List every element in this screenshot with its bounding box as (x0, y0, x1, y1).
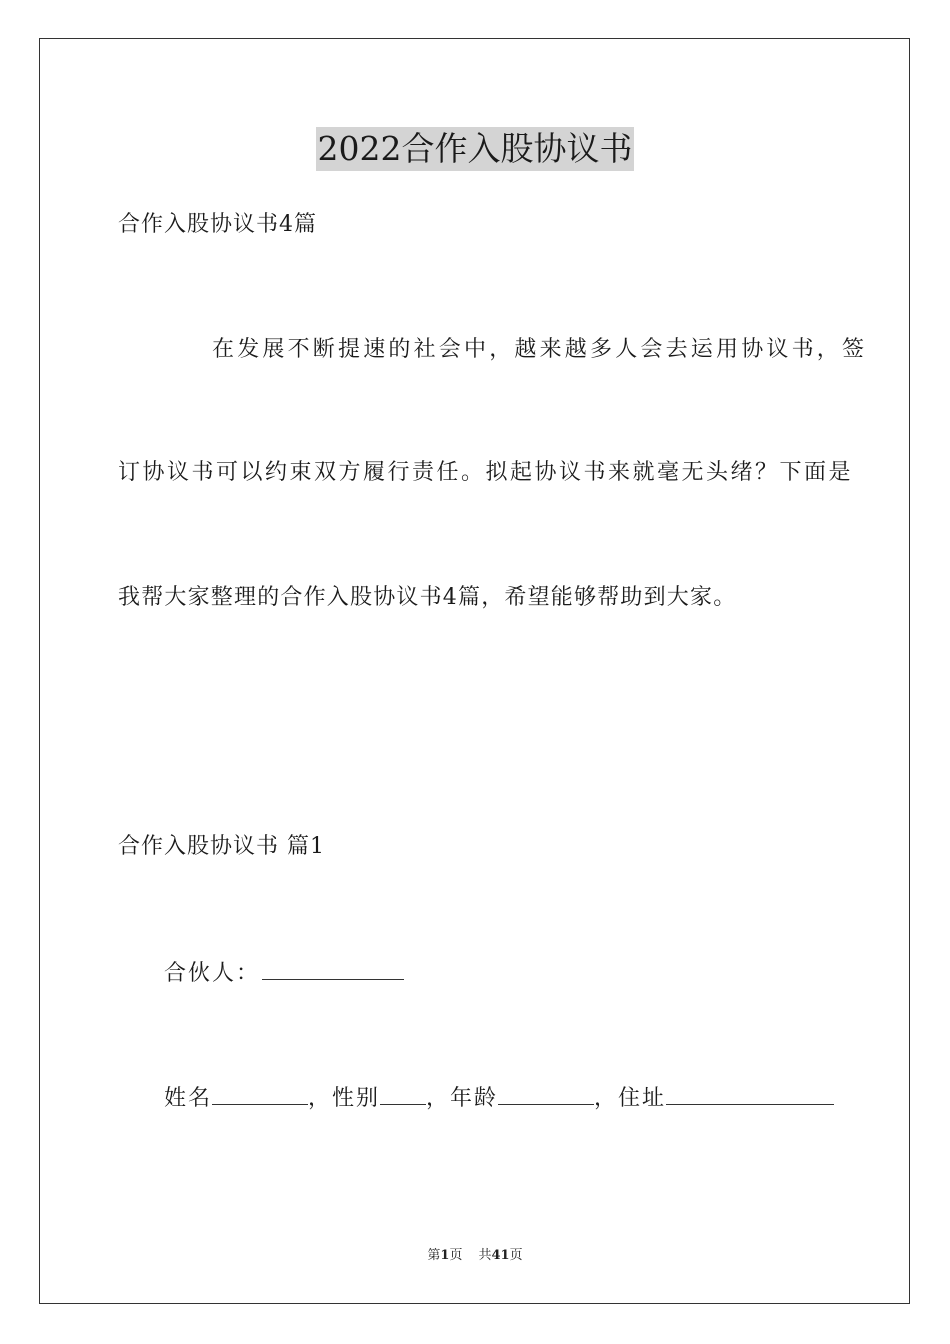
partner-blank (262, 957, 404, 980)
address-blank (666, 1082, 834, 1105)
total-suffix: 页 (509, 1248, 523, 1263)
partner-label: 合伙人： (164, 961, 261, 986)
age-label: ，年龄 (426, 1086, 499, 1111)
name-blank (212, 1082, 308, 1105)
partner-info-line (164, 1082, 834, 1114)
total-prefix: 共 (478, 1248, 492, 1263)
gender-label: ，性别 (308, 1086, 381, 1111)
total-pages: 41 (491, 1248, 510, 1263)
intro-paragraph-line-2: 订协议书可以约束双方履行责任。拟起协议书来就毫无头绪？下面是 (118, 460, 854, 485)
address-label: ，住址 (594, 1086, 667, 1111)
document-title: 2022合作入股协议书 (316, 127, 635, 171)
page-prefix: 第 (427, 1248, 441, 1263)
title-container (0, 127, 950, 171)
partner-line (164, 957, 404, 989)
document-subtitle: 合作入股协议书4篇 (118, 212, 317, 237)
page-current: 1 (440, 1248, 450, 1263)
section-heading: 合作入股协议书 篇1 (118, 834, 325, 859)
page-footer (0, 1246, 950, 1266)
intro-paragraph-line-1: 在发展不断提速的社会中，越来越多人会去运用协议书，签 (212, 337, 868, 362)
intro-paragraph-line-3: 我帮大家整理的合作入股协议书4篇，希望能够帮助到大家。 (118, 585, 737, 610)
gender-blank (380, 1082, 426, 1105)
name-label: 姓名 (164, 1086, 213, 1111)
page-suffix: 页 (449, 1248, 463, 1263)
age-blank (498, 1082, 594, 1105)
